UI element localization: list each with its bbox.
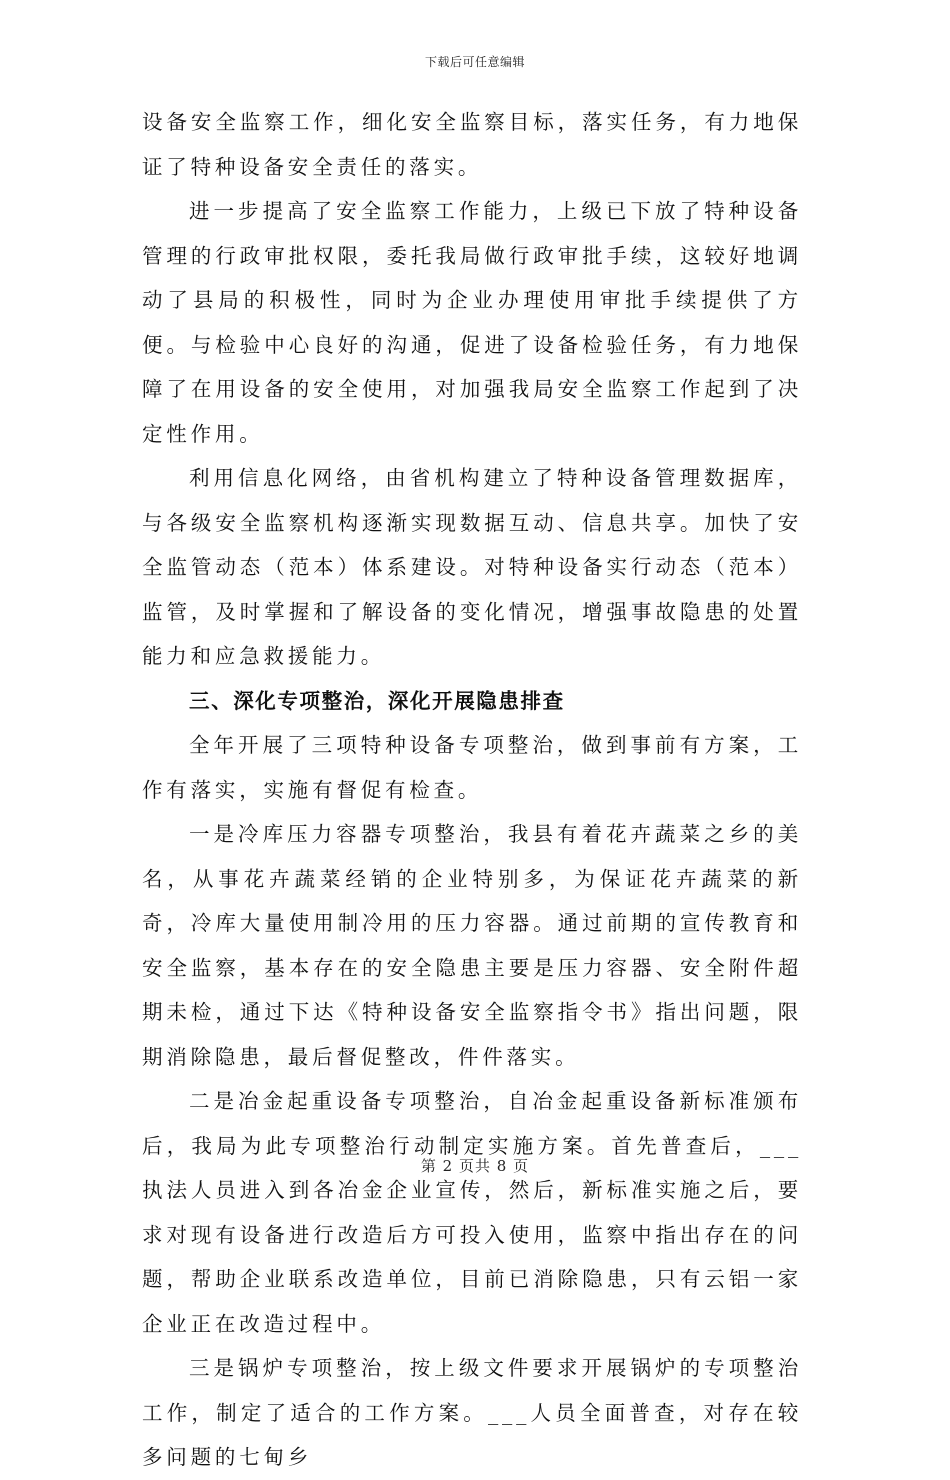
- paragraph-5: 一是冷库压力容器专项整治，我县有着花卉蔬菜之乡的美名，从事花卉蔬菜经销的企业特别多，为保证花卉蔬菜的新奇，冷库大量使用制冷用的压力容器。通过前期的宣传教育和安全监察，基本存在的安全隐患主要是压力容器、安全附件超期未检，通过下达《特种设备安全监察指令书》指出问题，限期消除隐患，最后督促整改，件件落实。: [142, 822, 802, 1069]
- paragraph-1: 设备安全监察工作，细化安全监察目标，落实任务，有力地保证了特种设备安全责任的落实。: [142, 110, 802, 179]
- paragraph-3: 利用信息化网络，由省机构建立了特种设备管理数据库，与各级安全监察机构逐渐实现数据互动、信息共享。加快了安全监管动态（范本）体系建设。对特种设备实行动态（范本）监管，及时掌握和了解设备的变化情况，增强事故隐患的处置能力和应急救援能力。: [142, 466, 802, 668]
- section-heading-3: 三、深化专项整治，深化开展隐患排查: [189, 688, 565, 713]
- document-body: [142, 100, 802, 1480]
- page-footer: 第 2 页共 8 页: [420, 1157, 530, 1175]
- paragraph-2: 进一步提高了安全监察工作能力，上级已下放了特种设备管理的行政审批权限，委托我局做行政审批手续，这较好地调动了县局的积极性，同时为企业办理使用审批手续提供了方便。与检验中心良好的沟通，促进了设备检验任务，有力地保障了在用设备的安全使用，对加强我局安全监察工作起到了决定性作用。: [142, 199, 802, 446]
- paragraph-4: 全年开展了三项特种设备专项整治，做到事前有方案，工作有落实，实施有督促有检查。: [142, 733, 802, 802]
- paragraph-6: 二是冶金起重设备专项整治，自冶金起重设备新标准颁布后，我局为此专项整治行动制定实施方案。首先普查后，___执法人员进入到各冶金企业宣传，然后，新标准实施之后，要求对现有设备进行改造后方可投入使用，监察中指出存在的问题，帮助企业联系改造单位，目前已消除隐患，只有云铝一家企业正在改造过程中。: [142, 1089, 802, 1336]
- page-header: 下载后可任意编辑: [424, 55, 525, 69]
- paragraph-7: 三是锅炉专项整治，按上级文件要求开展锅炉的专项整治工作，制定了适合的工作方案。___人员全面普查，对存在较多问题的七甸乡: [142, 1356, 802, 1469]
